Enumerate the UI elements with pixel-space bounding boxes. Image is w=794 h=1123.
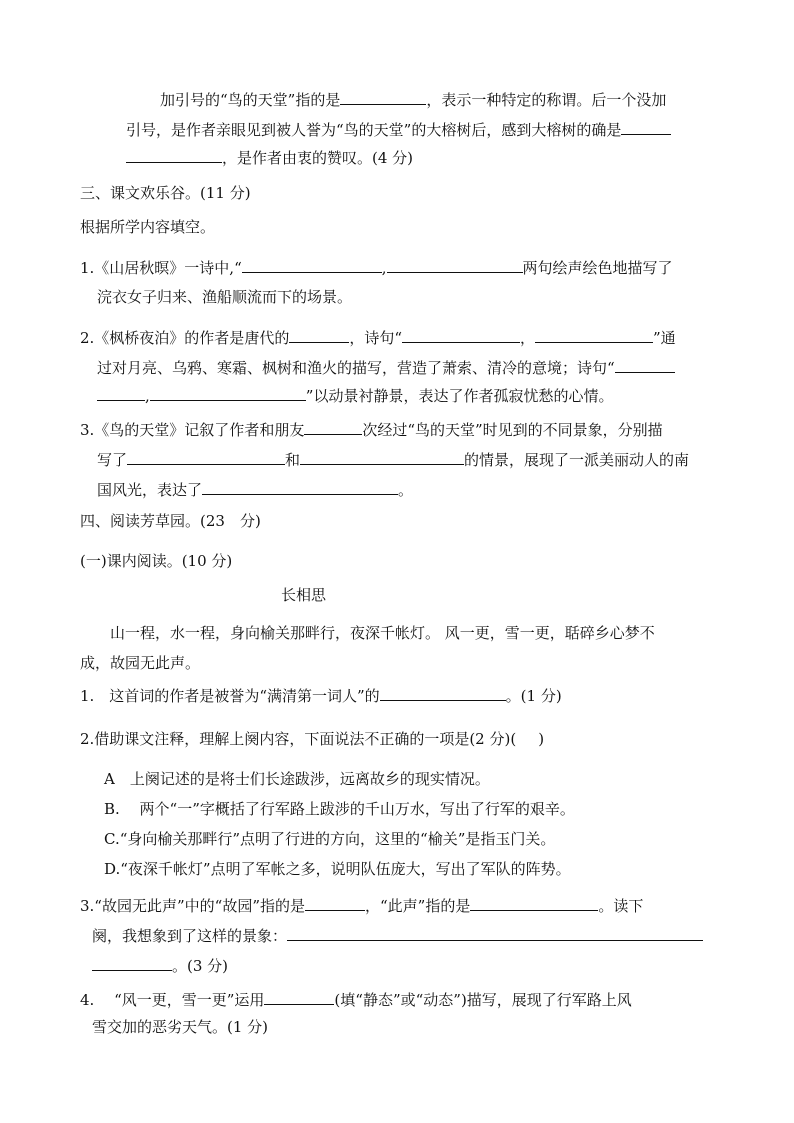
s3-q2-line-1: 2.《枫桥夜泊》的作者是唐代的 ，诗句“ ， ”通: [80, 326, 676, 348]
answer-blank[interactable]: [402, 326, 520, 343]
section4-sub1: (一)课内阅读。(10 分): [80, 552, 233, 570]
s4-q4-line-2: 雪交加的恶劣天气。(1 分): [92, 1018, 269, 1036]
s4-q2-option-a: A 上阕记述的是将士们长途跋涉，远离故乡的现实情况。: [104, 770, 490, 788]
intro-line-3: ，是作者由衷的赞叹。(4 分): [126, 146, 413, 168]
intro-line-1: 加引号的“鸟的天堂”指的是 ，表示一种特定的称谓。后一个没加: [160, 88, 666, 110]
answer-blank[interactable]: [300, 448, 464, 465]
s3-q3-line-3: 国风光，表达了 。: [97, 478, 413, 500]
answer-blank[interactable]: [264, 988, 334, 1005]
s3-q2-line-3: , ”以动景衬静景，表达了作者孤寂忧愁的心情。: [97, 384, 613, 406]
s4-q3-line-3: 。(3 分): [92, 954, 228, 976]
s4-q4-line-1: 4. “风一更，雪一更”运用 (填“静态”或“动态”)描写，展现了行军路上风: [80, 988, 632, 1010]
answer-blank[interactable]: [470, 894, 598, 911]
answer-blank[interactable]: [535, 326, 653, 343]
answer-blank[interactable]: [305, 894, 365, 911]
section3-heading: 三、课文欢乐谷。(11 分): [80, 184, 251, 202]
s4-q2-stem: 2.借助课文注释，理解上阕内容，下面说法不正确的一项是(2 分)( ): [80, 730, 545, 748]
answer-blank[interactable]: [621, 118, 671, 135]
answer-blank[interactable]: [387, 256, 523, 273]
answer-blank[interactable]: [380, 684, 506, 701]
answer-blank[interactable]: [202, 478, 398, 495]
s3-q1-line-2: 浣衣女子归来、渔船顺流而下的场景。: [97, 288, 353, 306]
answer-blank[interactable]: [289, 326, 349, 343]
s4-q2-option-b: B. 两个“一”字概括了行军路上跋涉的千山万水，写出了行军的艰辛。: [104, 800, 575, 818]
answer-blank[interactable]: [92, 954, 172, 971]
s4-q3-line-2: 阕，我想象到了这样的景象：: [92, 924, 703, 946]
s4-q1: 1. 这首词的作者是被誉为“满清第一词人”的 。(1 分): [80, 684, 562, 706]
answer-blank[interactable]: [126, 146, 222, 163]
answer-blank[interactable]: [615, 356, 675, 373]
section3-instruction: 根据所学内容填空。: [80, 218, 216, 236]
poem-title: 长相思: [281, 586, 327, 604]
s4-q2-option-c: C.“身向榆关那畔行”点明了行进的方向，这里的“榆关”是指玉门关。: [104, 830, 556, 848]
s3-q3-line-1: 3.《鸟的天堂》记叙了作者和朋友 次经过“鸟的天堂”时见到的不同景象，分别描: [80, 418, 663, 440]
poem-line-2: 成，故园无此声。: [80, 654, 201, 672]
s3-q2-line-2: 过对月亮、乌鸦、寒霜、枫树和渔火的描写，营造了萧索、清冷的意境；诗句“: [97, 356, 675, 378]
answer-blank[interactable]: [97, 384, 145, 401]
intro-line-2: 引号，是作者亲眼见到被人誉为“鸟的天堂”的大榕树后，感到大榕树的确是: [126, 118, 671, 140]
answer-blank[interactable]: [127, 448, 285, 465]
answer-blank[interactable]: [150, 384, 306, 401]
section4-heading: 四、阅读芳草园。(23 分): [80, 512, 261, 530]
poem-line-1: 山一程，水一程，身向榆关那畔行，夜深千帐灯。 风一更，雪一更，聒碎乡心梦不: [110, 624, 655, 642]
s3-q3-line-2: 写了 和 的情景，展现了一派美丽动人的南: [97, 448, 689, 470]
answer-blank[interactable]: [242, 256, 382, 273]
answer-blank[interactable]: [287, 924, 703, 941]
answer-blank[interactable]: [304, 418, 362, 435]
s4-q3-line-1: 3.“故园无此声”中的“故园”指的是 ，“此声”指的是 。读下: [80, 894, 643, 916]
s4-q2-option-d: D.“夜深千帐灯”点明了军帐之多，说明队伍庞大，写出了军队的阵势。: [104, 860, 571, 878]
s3-q1-line-1: 1.《山居秋暝》一诗中,“ , 两句绘声绘色地描写了: [80, 256, 673, 278]
answer-blank[interactable]: [340, 88, 426, 105]
